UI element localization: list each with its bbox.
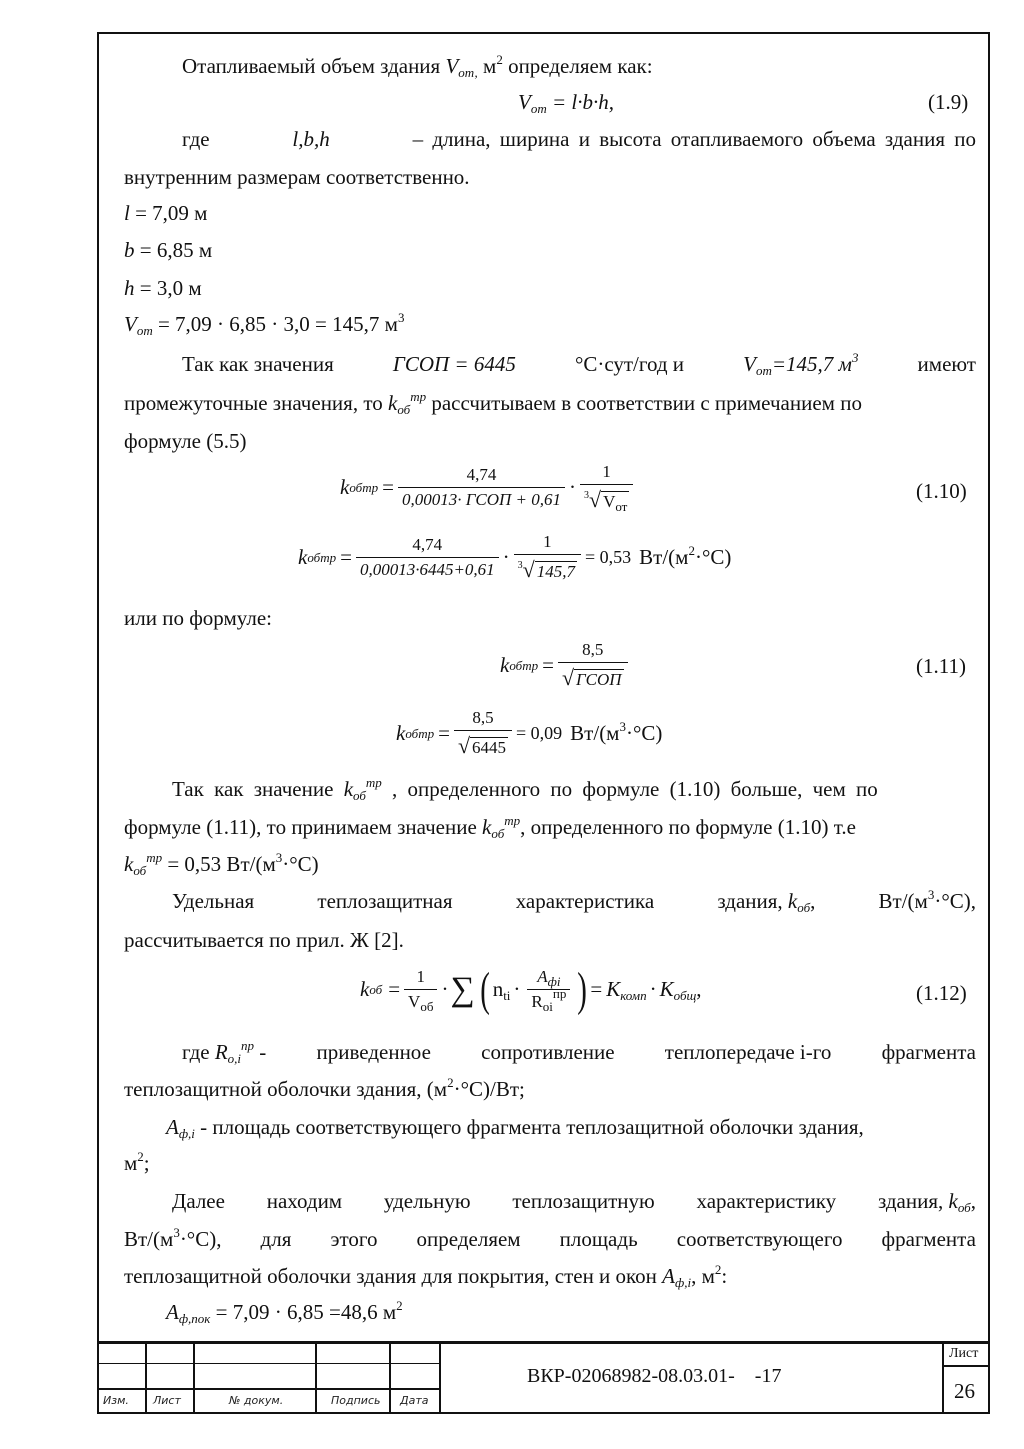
col-sign: Подпись [331, 1394, 381, 1407]
sheet-label: Лист [949, 1346, 979, 1361]
value-h: h = 3,0 м [124, 276, 202, 300]
formula-1-10: k об тр = $\frac{4,74}{\text{0,00013· ГСОП + 0,61}}$ · $\frac{1}{^3√ V_{от}}$ [340, 462, 637, 513]
text-line: Далее находим удельную теплозащитную характеристику здания, $k_{об}$, [172, 1189, 976, 1215]
formula-1-11: k об тр = $\frac{8,5}{\text{√ ГСОП}}$ [500, 640, 632, 691]
formula-1-11-calc: k об тр = $\frac{8,5}{√ 6445}$ = 0,09 $Вт/(м^3\cdot^\circ С)$ [396, 708, 663, 758]
text-line: где $R_{o,i}^{пр}$ - приведенное сопротивление теплопередаче i-го фрагмента [182, 1038, 976, 1066]
text-line: где l,b,h – длина, ширина и высота отапливаемого объема здания по [182, 127, 976, 151]
text-line: Так как значения ГСОП = 6445 °С·сут/год и $V_{от}=145,7$ $м^3$ имеют [182, 350, 976, 378]
formula-1-10-calc: k об тр = $\frac{4,74}{0,00013\cdot 6445+0,61}$ · $\frac{1}{^3√ 145,7}$ = 0,53 $Вт/(м^2\cdot^\circ С)$ [298, 532, 732, 582]
equation-number: (1.10) [916, 479, 967, 503]
sheet-number: 26 [954, 1379, 975, 1403]
text-line: Удельная теплозащитная характеристика здания, $k_{об}$, $Вт/(м^3\cdot^\circ С)$, [172, 887, 976, 915]
col-izm: Изм. [103, 1394, 129, 1407]
equation-number: (1.9) [928, 90, 969, 114]
text-line: $м^2$; [124, 1149, 150, 1175]
value-b: b = 6,85 м [124, 238, 213, 262]
title-block [97, 1341, 990, 1414]
equation-number: (1.11) [916, 654, 966, 678]
text-line: рассчитывается по прил. Ж [2]. [124, 928, 404, 952]
text-line: $Вт/(м^3\cdot^\circ С)$, для этого определяем площадь соответствующего фрагмента [124, 1225, 976, 1251]
text-line: промежуточные значения, то $k_{об}^{тр}$ рассчитываем в соответствии с примечанием по [124, 389, 862, 417]
formula-1-12: k об = $\frac{1}{V_{об}}$ · ∑ ( $n_{ti}$ · $\frac{A_{фi}}{R_{oi}^{пр}}$ ) = $K_{комп}$ · $K_{общ}$ , [360, 963, 702, 1016]
text-line: теплозащитной оболочки здания, $(м^2\cdot^\circ С)/Вт$; [124, 1075, 525, 1101]
text-line: формуле (5.5) [124, 429, 247, 453]
col-list: Лист [153, 1394, 181, 1407]
text-line: $A_{ф,i}$ - площадь соответствующего фрагмента теплозащитной оболочки здания, [166, 1115, 864, 1141]
formula-1-9: $V_{от} = l\cdot b\cdot h$, [518, 90, 614, 116]
equation-number: (1.12) [916, 981, 967, 1005]
text-line: внутренним размерам соответственно. [124, 165, 470, 189]
text-line: или по формуле: [124, 606, 272, 630]
text-line: формуле (1.11), то принимаем значение $k_{об}^{тр}$, определенного по формуле (1.10) т.е [124, 813, 856, 841]
value-v: $V_{от} = 7,09 \cdot 6,85 \cdot 3,0 = 145,7$ $м^3$ [124, 310, 405, 338]
value-l: l = 7,09 м [124, 201, 208, 225]
text-line: $A_{ф,пок} = 7,09 \cdot 6,85 =48,6$ $м^2$ [166, 1298, 403, 1326]
document-code: ВКР-02068982-08.03.01- -17 [527, 1365, 782, 1387]
col-date: Дата [400, 1394, 429, 1407]
text-line: $k_{об}^{тр} = 0,53$ $Вт/(м^3\cdot^\circ С)$ [124, 850, 319, 878]
text-line: Отапливаемый объем здания $V_{от,}$ $м^2$ определяем как: [182, 52, 653, 80]
text-line: Так как значение $k_{об}^{тр}$ , определенного по формуле (1.10) больше, чем по [172, 775, 878, 803]
col-doc: № докум. [229, 1394, 284, 1407]
text-line: теплозащитной оболочки здания для покрытия, стен и окон $A_{ф,i}$, $м^2$: [124, 1262, 728, 1290]
